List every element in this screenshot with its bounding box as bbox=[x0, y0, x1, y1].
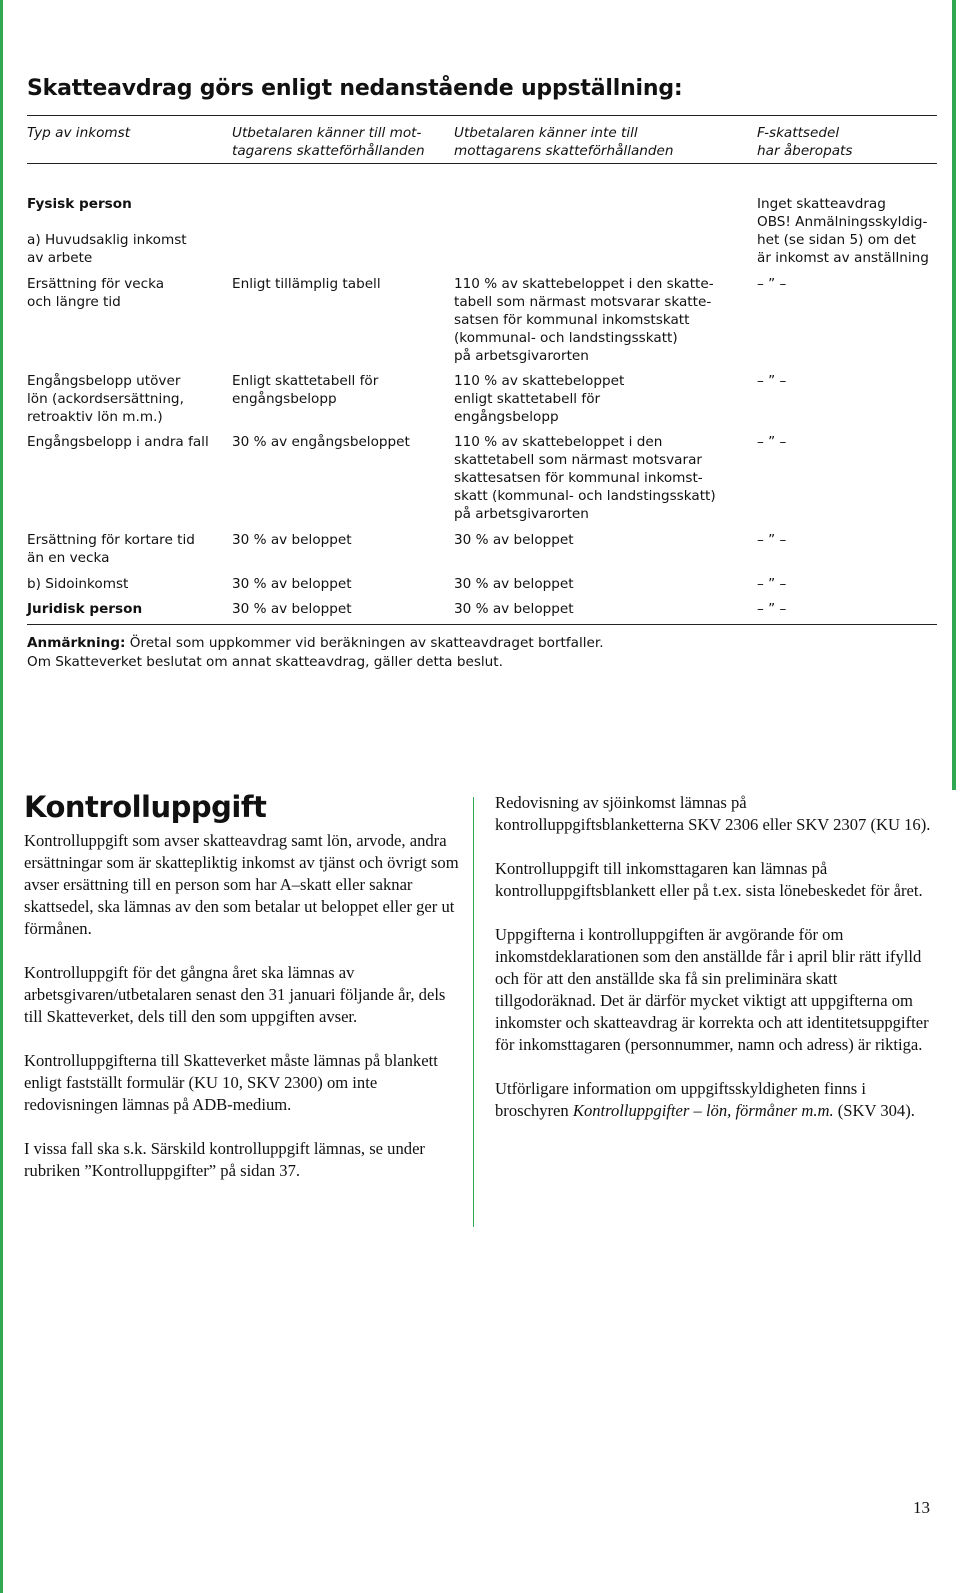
row-label: Engångsbelopp utöver lön (ackordsersättning, retroaktiv lön m.m.) bbox=[27, 373, 184, 425]
header-rule bbox=[27, 163, 937, 164]
left-accent-bar bbox=[0, 0, 3, 1593]
row-f-skatt-value: Inget skatteavdrag OBS! Anmälningsskyldig- het (se sidan 5) om det är inkomst av anställning bbox=[757, 196, 929, 266]
row-f-skatt-value: – ” – bbox=[757, 601, 787, 617]
paragraph-brochure bbox=[495, 1078, 933, 1122]
row-label: Engångsbelopp i andra fall bbox=[27, 434, 209, 450]
row-unknown-value: 110 % av skattebeloppet i den skattetabell som närmast motsvarar skattesatsen för kommunal inkomst- skatt (kommunal- och landstingsskatt) på arbetsgivarorten bbox=[454, 434, 716, 522]
paragraph: Kontrolluppgift till inkomsttagaren kan lämnas på kontrolluppgiftsblankett eller på t.ex. sista lönebeskedet för året. bbox=[495, 859, 923, 900]
right-accent-bar bbox=[952, 0, 956, 790]
left-column bbox=[24, 830, 464, 1204]
table-top-rule bbox=[27, 115, 937, 116]
row-known-value: Enligt skattetabell för engångsbelopp bbox=[232, 373, 379, 407]
row-label: Ersättning för vecka och längre tid bbox=[27, 276, 165, 310]
section-heading: Skatteavdrag görs enligt nedanstående uppställning: bbox=[27, 76, 683, 101]
row-f-skatt-value: – ” – bbox=[757, 373, 787, 389]
row-unknown-value: 30 % av beloppet bbox=[454, 576, 574, 592]
row-label: b) Sidoinkomst bbox=[27, 576, 129, 592]
paragraph: I vissa fall ska s.k. Särskild kontrolluppgift lämnas, se under rubriken ”Kontrolluppgifter” på sidan 37. bbox=[24, 1139, 425, 1180]
paragraph: Kontrolluppgift som avser skatteavdrag samt lön, arvode, andra ersättningar som är skattepliktig inkomst av tjänst och övrigt som avser ersättning till en person som har A–skatt eller saknar skattsedel, ska lämnas av den som betalar ut beloppet eller ger ut förmånen. bbox=[24, 831, 459, 938]
paragraph: Redovisning av sjöinkomst lämnas på kontrolluppgiftsblanketterna SKV 2306 eller SKV 2307 (KU 16). bbox=[495, 793, 931, 834]
row-label: a) Huvudsaklig inkomst av arbete bbox=[27, 232, 187, 266]
row-known-value: Enligt tillämplig tabell bbox=[232, 276, 381, 292]
note-line-2: Om Skatteverket beslutat om annat skatteavdrag, gäller detta beslut. bbox=[27, 654, 503, 670]
row-known-value: 30 % av beloppet bbox=[232, 601, 352, 617]
row-unknown-value: 110 % av skattebeloppet i den skatte- tabell som närmast motsvarar skatte- satsen för kommunal inkomstskatt (kommunal- och landstingsskatt) på arbetsgivarorten bbox=[454, 276, 714, 364]
paragraph-text: (SKV 304). bbox=[833, 1101, 915, 1120]
table-row-fysisk-person bbox=[27, 177, 227, 285]
row-unknown-value: 110 % av skattebeloppet enligt skattetabell för engångsbelopp bbox=[454, 373, 625, 425]
header-known: Utbetalaren känner till mot- tagarens skatteförhållanden bbox=[232, 125, 425, 159]
paragraph: Kontrolluppgifterna till Skatteverket måste lämnas på blankett enligt fastställt formulär (KU 10, SKV 2300) om inte redovisningen lämnas på ADB-medium. bbox=[24, 1051, 438, 1114]
row-group-label: Fysisk person bbox=[27, 196, 132, 212]
right-column bbox=[495, 792, 933, 1144]
page-number: 13 bbox=[913, 1498, 930, 1517]
header-unknown: Utbetalaren känner inte till mottagarens skatteförhållanden bbox=[454, 125, 674, 159]
row-known-value: 30 % av engångsbeloppet bbox=[232, 434, 410, 450]
row-f-skatt-value: – ” – bbox=[757, 532, 787, 548]
row-group-label: Juridisk person bbox=[27, 601, 143, 617]
note-line-1 bbox=[27, 634, 937, 653]
row-f-skatt-value: – ” – bbox=[757, 276, 787, 292]
column-divider bbox=[473, 797, 474, 1227]
row-unknown-value: 30 % av beloppet bbox=[454, 532, 574, 548]
header-income-type: Typ av inkomst bbox=[27, 125, 131, 141]
paragraph: Uppgifterna i kontrolluppgiften är avgörande för om inkomstdeklarationen som den anställde får i april blir rätt ifylld och för att den anställde ska få sin preliminära skatt tillgodoräknad. Det är därför mycket viktigt att uppgifterna om inkomster och skatteavdrag är korrekta och att identitetsuppgifter för inkomsttagaren (personnummer, namn och adress) är riktiga. bbox=[495, 925, 929, 1054]
row-f-skatt-value: – ” – bbox=[757, 576, 787, 592]
row-f-skatt-value: – ” – bbox=[757, 434, 787, 450]
paragraph-text: Utförligare information om uppgiftsskyldigheten finns i broschyren bbox=[495, 1079, 866, 1120]
kontrolluppgift-title: Kontrolluppgift bbox=[24, 790, 267, 824]
table-note bbox=[27, 634, 937, 672]
row-unknown-value: 30 % av beloppet bbox=[454, 601, 574, 617]
row-known-value: 30 % av beloppet bbox=[232, 532, 352, 548]
paragraph: Kontrolluppgift för det gångna året ska lämnas av arbetsgivaren/utbetalaren senast den 31 januari följande år, dels till Skatteverket, dels till den som uppgiften avser. bbox=[24, 963, 446, 1026]
brochure-title: Kontrolluppgifter – lön, förmåner m.m. bbox=[572, 1101, 834, 1120]
note-text: Öretal som uppkommer vid beräkningen av skatteavdraget bortfaller. bbox=[125, 635, 604, 651]
table-bottom-rule bbox=[27, 624, 937, 625]
header-f-skatt: F-skattsedel har åberopats bbox=[757, 125, 853, 159]
row-label: Ersättning för kortare tid än en vecka bbox=[27, 532, 195, 566]
note-label: Anmärkning: bbox=[27, 635, 126, 651]
row-known-value: 30 % av beloppet bbox=[232, 576, 352, 592]
